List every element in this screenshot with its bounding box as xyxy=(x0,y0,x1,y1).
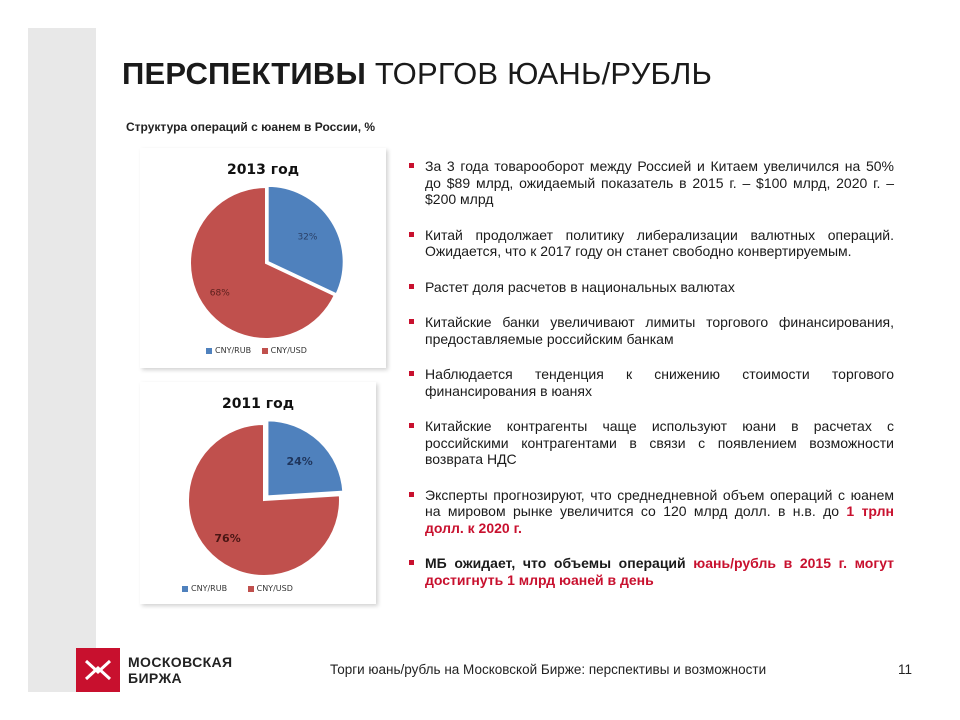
legend-item-cny-usd xyxy=(248,584,293,593)
chart-title: 2013 год xyxy=(226,162,300,178)
bullet-marker xyxy=(409,284,414,289)
bullet-marker xyxy=(409,423,414,428)
bullet-marker xyxy=(409,371,414,376)
bullet-text: Китайские банки увеличивают лимиты торгового финансирования, предоставляемые российским банкам xyxy=(425,314,894,347)
bullet-text: Китайские контрагенты чаще используют юани в расчетах с российскими контрагентами в связи с появлением возможности возврата НДС xyxy=(425,418,894,467)
pie-data-label: 32% xyxy=(297,232,318,243)
title-normal: ТОРГОВ ЮАНЬ/РУБЛЬ xyxy=(374,56,713,91)
moex-logo-text xyxy=(128,654,233,686)
legend-swatch xyxy=(206,348,212,354)
legend-label: CNY/USD xyxy=(270,346,307,355)
bullet-item xyxy=(408,487,894,537)
logo-line2: БИРЖА xyxy=(128,670,183,686)
bullet-list xyxy=(408,158,894,588)
bullet-text: МБ ожидает, что объемы операций xyxy=(425,555,694,571)
bullet-marker xyxy=(409,232,414,237)
bullet-text: Китай продолжает политику либерализации валютных операций. Ожидается, что к 2017 году он станет свободно конвертируемым. xyxy=(425,226,894,259)
pie-data-label: 24% xyxy=(286,455,313,469)
chart-title: 2011 год xyxy=(221,396,295,412)
bullet-item xyxy=(408,158,894,208)
bullet-item xyxy=(408,314,894,347)
bullet-text: Наблюдается тенденция к снижению стоимости торгового финансирования в юанях xyxy=(425,366,894,399)
legend-label: CNY/RUB xyxy=(191,584,228,593)
bullet-text: Эксперты прогнозируют, что среднедневной объем операций с юанем на мировом рынке увеличится со 120 млрд долл. в н.в. до xyxy=(425,486,894,519)
bullet-highlight: 1 трлн долл. к 2020 г. xyxy=(425,503,894,536)
bullet-marker xyxy=(409,492,414,497)
legend-item-cny-rub xyxy=(206,346,251,355)
bullet-marker xyxy=(409,560,414,565)
page-number: 11 xyxy=(898,662,913,677)
chart-caption: Структура операций с юанем в России, % xyxy=(126,120,376,134)
footer-caption: Торги юань/рубль на Московской Бирже: перспективы и возможности xyxy=(330,662,767,677)
legend-item-cny-rub xyxy=(182,584,227,593)
bullet-text: Растет доля расчетов в национальных валютах xyxy=(425,278,735,295)
legend-label: CNY/USD xyxy=(256,584,293,593)
chart-legend xyxy=(182,584,301,593)
bullet-highlight: юань/рубль в 2015 г. xyxy=(693,555,847,571)
bullet-text: За 3 года товарооборот между Россией и Китаем увеличился на 50% до $89 млрд, ожидаемый показатель в 2015 г. – $100 млрд, 2020 г. – $200 млрд xyxy=(425,158,894,207)
chart-panel-2013 xyxy=(140,148,386,368)
bullet-marker xyxy=(409,163,414,168)
pie-data-label: 76% xyxy=(214,531,241,545)
title-bold: ПЕРСПЕКТИВЫ xyxy=(122,56,367,91)
legend-swatch xyxy=(248,586,254,592)
bullet-tail: могут достигнуть 1 млрд юаней в день xyxy=(425,555,895,588)
bullet-item xyxy=(408,279,894,296)
pie-data-label: 68% xyxy=(209,288,230,299)
legend-swatch xyxy=(262,348,268,354)
pie-chart-2011 xyxy=(140,382,376,604)
chart-legend xyxy=(206,346,315,355)
bullet-item xyxy=(408,555,894,588)
moex-logo xyxy=(76,648,120,692)
moex-logo-icon xyxy=(76,648,120,692)
legend-item-cny-usd xyxy=(262,346,307,355)
bullet-marker xyxy=(409,319,414,324)
legend-swatch xyxy=(182,586,188,592)
bullet-item xyxy=(408,418,894,468)
logo-line1: МОСКОВСКАЯ xyxy=(128,654,233,670)
left-decorative-band xyxy=(28,28,96,692)
page-title xyxy=(122,56,712,92)
bullet-item xyxy=(408,366,894,399)
bullet-item xyxy=(408,227,894,260)
legend-label: CNY/RUB xyxy=(215,346,252,355)
pie-chart-2013 xyxy=(140,148,386,368)
chart-panel-2011 xyxy=(140,382,376,604)
